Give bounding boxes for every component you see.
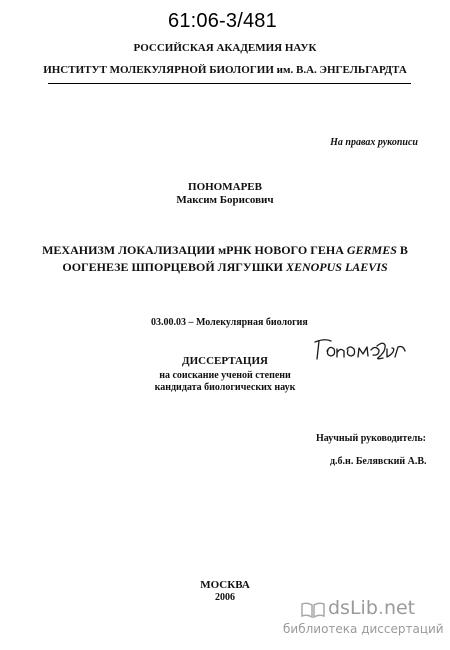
brand-dot: . [377, 597, 384, 619]
thesis-title-line-1 [0, 243, 450, 258]
academy-name: РОССИЙСКАЯ АКАДЕМИЯ НАУК [133, 42, 317, 54]
thesis-title-line-2 [0, 260, 450, 275]
brand-tld: net [383, 597, 416, 619]
degree-line-1: на соискание ученой степени [159, 370, 291, 381]
author-name: Максим Борисович [176, 194, 274, 206]
supervisor-name: д.б.н. Белявский А.В. [330, 456, 427, 467]
institute-name: ИНСТИТУТ МОЛЕКУЛЯРНОЙ БИОЛОГИИ им. В.А. ЭНГЕЛЬГАРДТА [43, 64, 407, 76]
specialty-code: 03.00.03 – Молекулярная биология [151, 317, 308, 328]
title-text: ООГЕНЕЗЕ ШПОРЦЕВОЙ ЛЯГУШКИ [62, 260, 286, 274]
title-species-name: XENOPUS LAEVIS [285, 260, 388, 274]
watermark-subtitle: библиотека диссертаций [283, 622, 444, 636]
supervisor-label: Научный руководитель: [316, 433, 426, 444]
city: МОСКВА [200, 579, 250, 591]
title-text: В [396, 243, 408, 257]
title-gene-name: GERMES [346, 243, 397, 257]
degree-line-2: кандидата биологических наук [154, 382, 296, 393]
archive-reference-code: 61:06-3/481 [168, 10, 277, 32]
watermark-brand [328, 597, 415, 619]
title-text: МЕХАНИЗМ ЛОКАЛИЗАЦИИ мРНК НОВОГО ГЕНА [42, 243, 347, 257]
header-divider [48, 83, 411, 84]
document-type: ДИССЕРТАЦИЯ [182, 355, 268, 367]
year: 2006 [215, 592, 235, 603]
author-surname: ПОНОМАРЕВ [188, 181, 262, 193]
library-logo-icon [300, 601, 326, 624]
manuscript-rights-note: На правах рукописи [330, 137, 418, 148]
brand-name: dsLib [328, 597, 378, 619]
